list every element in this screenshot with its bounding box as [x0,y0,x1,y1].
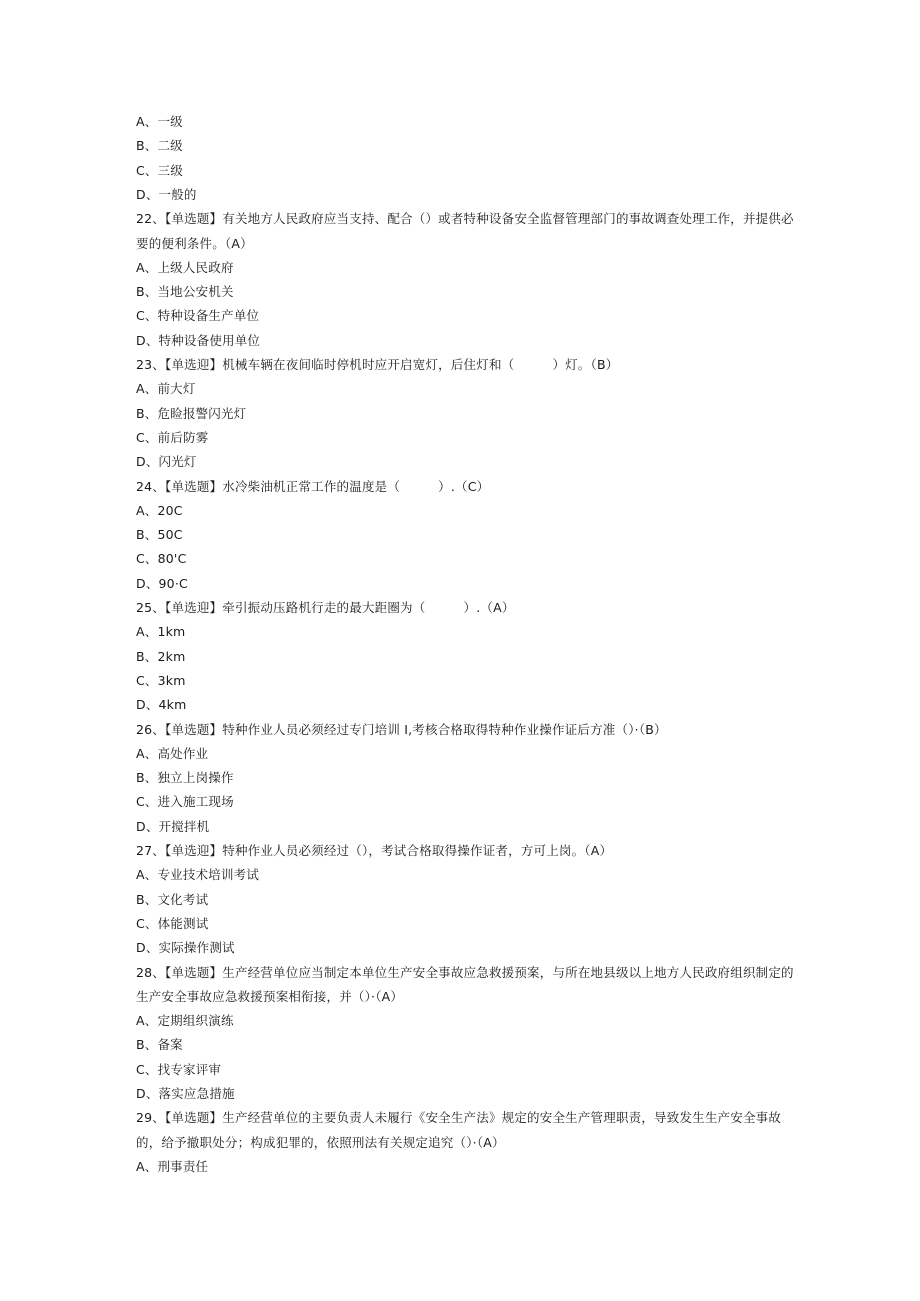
text-line: 25、【单选迎】牵引振动压路机行走的最大距圈为（ ）.（A） [136,600,515,615]
text-line: B、50C [136,527,183,543]
text-line: C、3km [136,672,186,688]
text-line: 24、【单选题】水冷柴油机正常工作的温度是（ ）.（C） [136,478,490,494]
text-line: A、上级人民政府 [136,259,234,275]
text-line: D、实际操作测试 [136,940,235,956]
text-line: A、刑事责任 [136,1158,209,1174]
text-line: D、落实应急措施 [136,1086,235,1101]
text-line: A、一级 [136,114,183,129]
text-line: C、找专家评审 [136,1061,222,1077]
text-line: C、前后防雾 [136,429,209,445]
text-line: B、二级 [136,138,183,154]
text-line: D、一般的 [136,186,197,202]
text-line: D、90·C [136,575,188,591]
text-line: A、20C [136,502,183,518]
text-line: 的，给予撤职处分；构成犯罪的，依照刑法有关规定追究（）·（A） [136,1134,505,1150]
text-line: D、闪光灯 [136,454,197,470]
text-line: D、开搅拌机 [136,818,210,834]
text-line: B、当地公安机关 [136,284,234,300]
text-line: B、文化考试 [136,891,209,907]
text-line: B、独立上岗操作 [136,770,234,786]
text-line: C、三级 [136,162,184,178]
text-line: 22、【单选题】有关地方人民政府应当支持、配合（）或者特种设备安全监督管理部门的事故调查处理工作，并提供必 [136,211,794,227]
text-line: C、体能测试 [136,915,209,931]
text-line: A、专业技术培训考试 [136,867,260,883]
text-line: A、高处作业 [136,745,209,761]
text-line: A、前大灯 [136,381,196,397]
text-line: B、2km [136,648,186,664]
text-line: 27、【单选迎】特种作业人员必须经过（），考试合格取得操作证者，方可上岗。（A） [136,843,613,858]
text-line: 要的便利条件。（A） [136,235,253,251]
text-line: A、定期组织演练 [136,1013,234,1029]
text-line: 28、【单选题】生产经营单位应当制定本单位生产安全事故应急救援预案，与所在地县级以上地方人民政府组织制定的 [136,964,794,980]
text-line: C、80'C [136,551,187,567]
text-line: D、特种设备使用单位 [136,332,261,348]
text-line: C、特种设备生产单位 [136,308,260,324]
text-line: 29、【单选题】生产经营单位的主要负责人未履行《安全生产法》规定的安全生产管理职责，导致发生生产安全事故 [136,1110,782,1126]
text-line: 23、【单选迎】机械车辆在夜间临时停机时应开启宽灯，后住灯和（ ）灯。（B） [136,357,619,372]
text-line: C、进入施工现场 [136,794,234,810]
text-line: A、1km [136,624,186,640]
text-line: B、危睑报警闪光灯 [136,405,247,421]
text-line: 生产安全事故应急救援预案相衔接，并（）·（A） [136,988,404,1004]
text-line: D、4km [136,697,187,713]
text-line: 26、【单选题】特种作业人员必须经过专门培训 I,考核合格取得特种作业操作证后方准（）·（B） [136,721,667,737]
text-line: B、备案 [136,1037,183,1053]
